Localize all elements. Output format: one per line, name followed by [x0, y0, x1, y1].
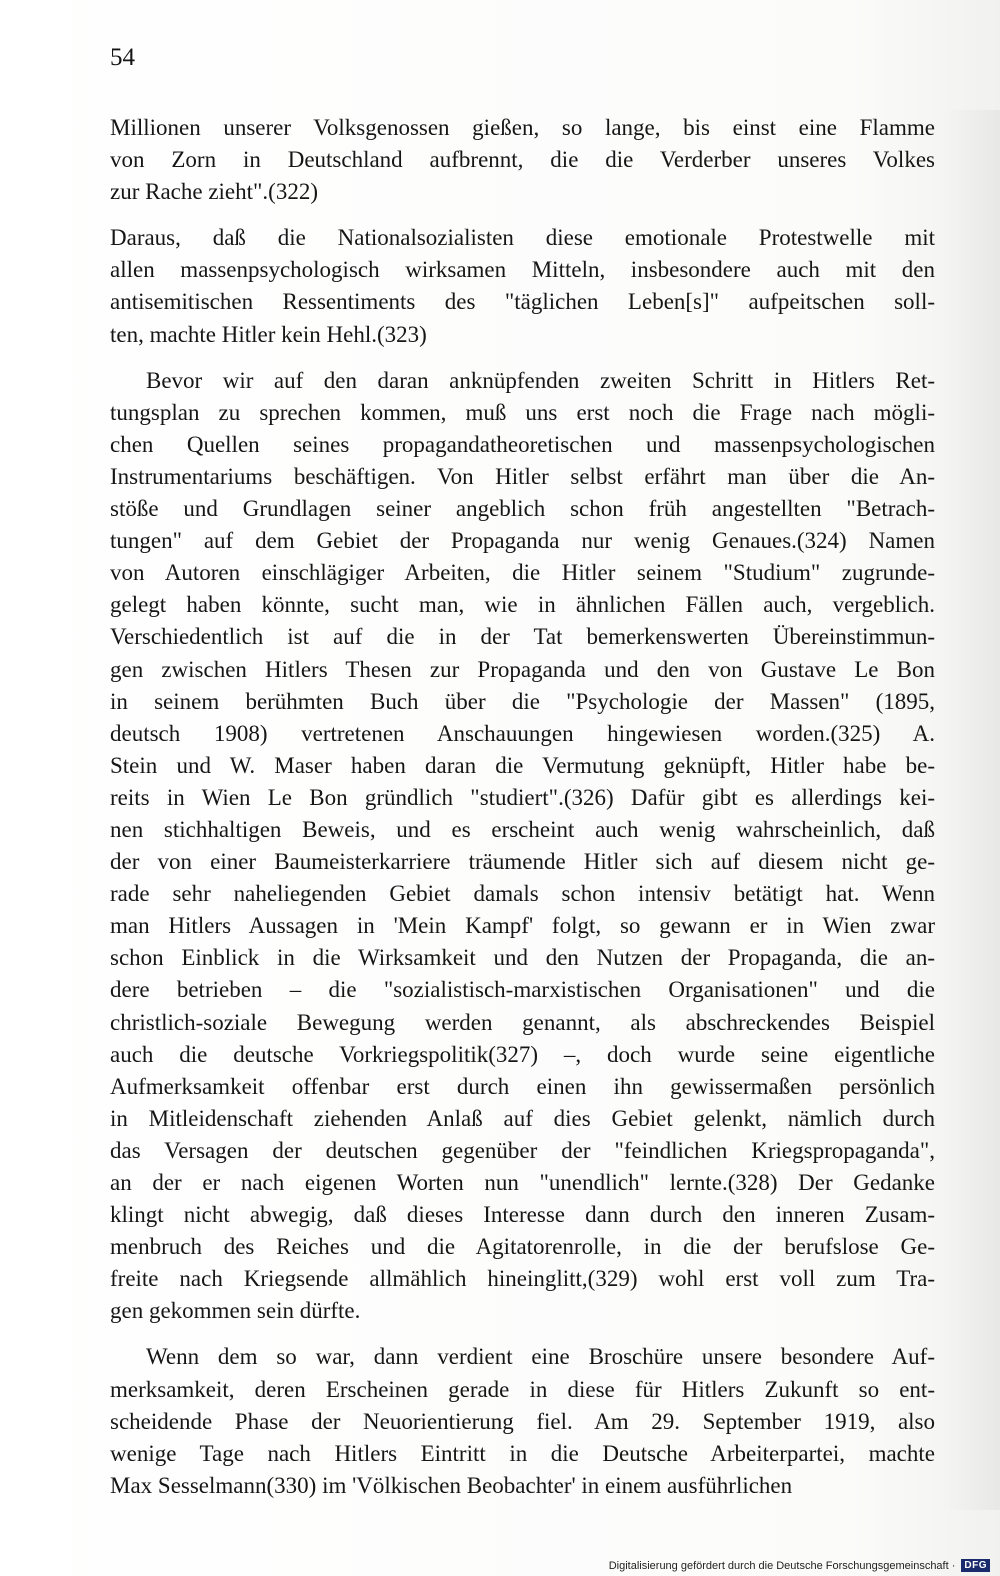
text-line: gen gekommen sein dürfte. [110, 1298, 361, 1324]
text-line: Aufmerksamkeit offenbar erst durch einen ihn gewissermaßen persönlich [110, 1073, 935, 1099]
text-line: Bevor wir auf den daran anknüpfenden zweiten Schritt in Hitlers Ret- [146, 367, 935, 393]
text-line: Wenn dem so war, dann verdient eine Broschüre unsere besondere Auf- [146, 1344, 935, 1370]
text-line: gen zwischen Hitlers Thesen zur Propaganda und den von Gustave Le Bon [110, 656, 935, 682]
text-line: tungsplan zu sprechen kommen, muß uns erst noch die Frage nach mögli- [110, 399, 935, 425]
text-line: in seinem berühmten Buch über die "Psychologie der Massen" (1895, [110, 688, 935, 714]
text-line: Millionen unserer Volksgenossen gießen, so lange, bis einst eine Flamme [110, 115, 935, 140]
text-line: Daraus, daß die Nationalsozialisten diese emotionale Protestwelle mit [110, 225, 935, 251]
text-line: dere betrieben – die "sozialistisch-marxistischen Organisationen" und die [110, 977, 935, 1003]
paragraph [110, 112, 935, 208]
text-line: tungen" auf dem Gebiet der Propaganda nur wenig Genaues.(324) Namen [110, 528, 935, 554]
paragraph-gap [110, 1327, 935, 1341]
text-line: schon Einblick in die Wirksamkeit und den Nutzen der Propaganda, die an- [110, 945, 935, 971]
paragraph [110, 365, 935, 1328]
text-line: antisemitischen Ressentiments des "täglichen Leben[s]" aufpeitschen soll- [110, 289, 935, 315]
page-number: 54 [110, 44, 135, 71]
paragraph [110, 1341, 935, 1501]
text-line: Max Sesselmann(330) im 'Völkischen Beobachter' in einem ausführlichen [110, 1472, 793, 1498]
dfg-logo: DFG [961, 1559, 990, 1572]
text-line: klingt nicht abwegig, daß dieses Interesse dann durch den inneren Zusam- [110, 1202, 935, 1228]
text-line: Instrumentariums beschäftigen. Von Hitler selbst erfährt man über die An- [110, 463, 935, 489]
text-line: scheidende Phase der Neuorientierung fiel. Am 29. September 1919, also [110, 1408, 935, 1434]
text-line: freite nach Kriegsende allmählich hineinglitt,(329) wohl erst voll zum Tra- [110, 1266, 935, 1292]
text-line: reits in Wien Le Bon gründlich "studiert".(326) Dafür gibt es allerdings kei- [110, 784, 935, 810]
text-line: der von einer Baumeisterkarriere träumende Hitler sich auf diesem nicht ge- [110, 849, 935, 875]
text-line: allen massenpsychologisch wirksamen Mitteln, insbesondere auch mit den [110, 257, 935, 283]
text-line: in Mitleidenschaft ziehenden Anlaß auf dies Gebiet gelenkt, nämlich durch [110, 1105, 935, 1131]
text-line: deutsch 1908) vertretenen Anschauungen hingewiesen worden.(325) A. [110, 720, 935, 746]
text-line: stöße und Grundlagen seiner angeblich schon früh angestellten "Betrach- [110, 496, 935, 522]
text-line: chen Quellen seines propagandatheoretischen und massenpsychologischen [110, 431, 935, 457]
text-line: ten, machte Hitler kein Hehl.(323) [110, 321, 427, 347]
text-line: merksamkeit, deren Erscheinen gerade in diese für Hitlers Zukunft so ent- [110, 1376, 935, 1402]
text-line: auch die deutsche Vorkriegspolitik(327) –, doch wurde seine eigentliche [110, 1041, 935, 1067]
text-line: nen stichhaltigen Beweis, und es erscheint auch wenig wahrscheinlich, daß [110, 816, 935, 842]
text-line: zur Rache zieht".(322) [110, 179, 318, 205]
bleed-through-shadow [940, 110, 1000, 1510]
paragraph [110, 222, 935, 350]
paragraph-gap [110, 351, 935, 365]
paragraph-gap [110, 208, 935, 222]
body-text [110, 112, 935, 1502]
text-line: Verschiedentlich ist auf die in der Tat bemerkenswerten Übereinstimmun- [110, 624, 935, 650]
text-line: von Autoren einschlägiger Arbeiten, die Hitler seinem "Studium" zugrunde- [110, 560, 935, 586]
text-line: gelegt haben könnte, sucht man, wie in ähnlichen Fällen auch, vergeblich. [110, 592, 935, 618]
text-line: menbruch des Reiches und die Agitatorenrolle, in die der berufslose Ge- [110, 1234, 935, 1260]
text-line: an der er nach eigenen Worten nun "unendlich" lernte.(328) Der Gedanke [110, 1170, 935, 1195]
text-line: von Zorn in Deutschland aufbrennt, die die Verderber unseres Volkes [110, 147, 935, 173]
text-line: wenige Tage nach Hitlers Eintritt in die Deutsche Arbeiterpartei, machte [110, 1440, 935, 1466]
text-line: christlich-soziale Bewegung werden genannt, als abschreckendes Beispiel [110, 1009, 935, 1035]
footer-credit: Digitalisierung gefördert durch die Deutsche Forschungsgemeinschaft · [608, 1559, 956, 1572]
text-line: man Hitlers Aussagen in 'Mein Kampf' folgt, so gewann er in Wien zwar [110, 913, 935, 939]
text-line: Stein und W. Maser haben daran die Vermutung geknüpft, Hitler habe be- [110, 752, 935, 778]
text-line: das Versagen der deutschen gegenüber der "feindlichen Kriegspropaganda", [110, 1137, 935, 1163]
digitization-footer [609, 1559, 990, 1572]
text-line: rade sehr naheliegenden Gebiet damals schon intensiv betätigt hat. Wenn [110, 881, 935, 907]
